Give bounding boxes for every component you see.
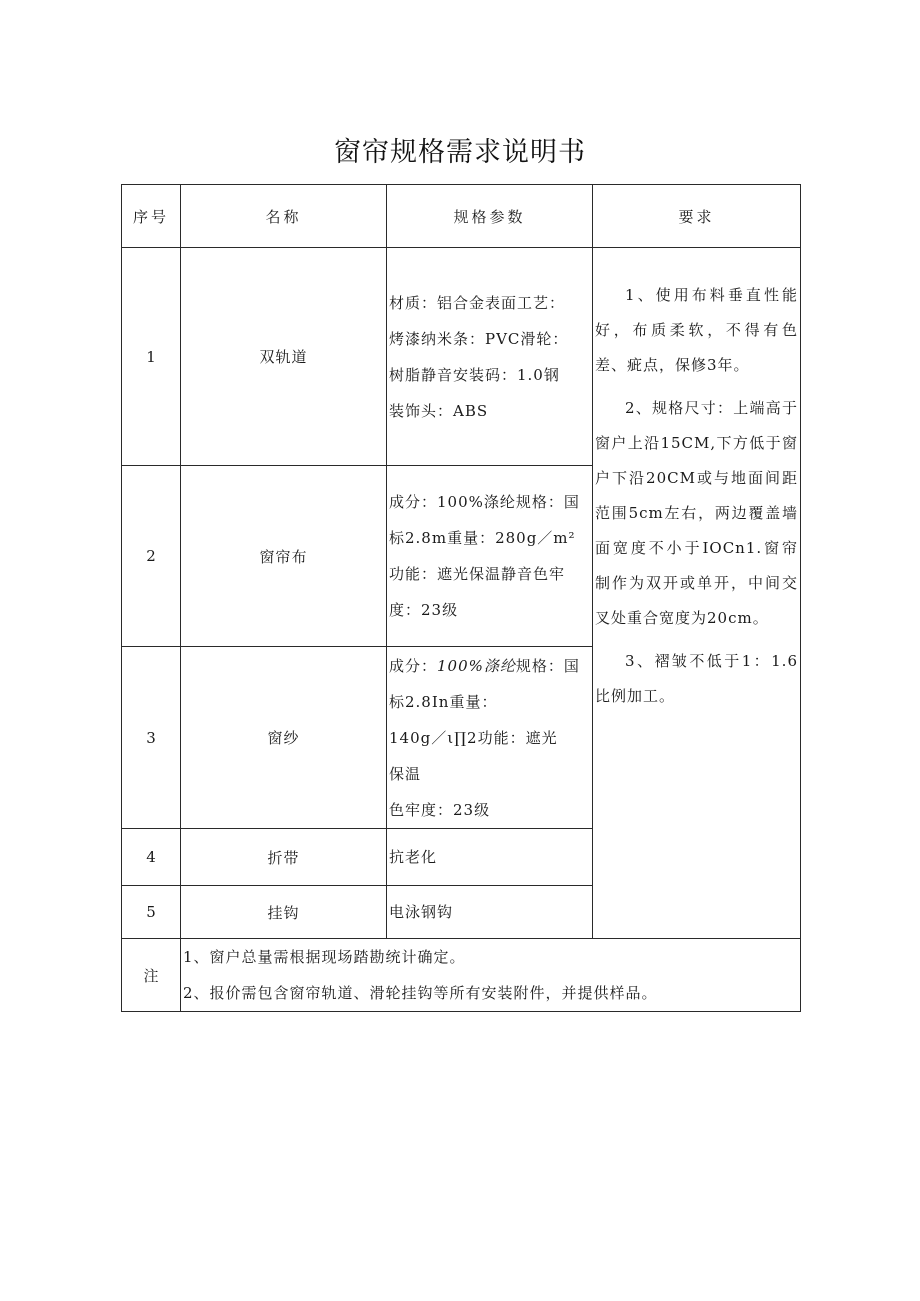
item-spec: [387, 248, 593, 466]
item-name: 挂钩: [181, 886, 387, 939]
header-row: [122, 185, 801, 248]
item-name: 折带: [181, 829, 387, 886]
row-number: 5: [122, 886, 181, 939]
row-number: 2: [122, 466, 181, 647]
header-no: 序号: [122, 185, 181, 248]
item-spec: [387, 466, 593, 647]
spec-line: 成分：100%涤纶规格：国: [389, 493, 580, 511]
spec-text: 规格：国: [515, 656, 580, 675]
spec-line: 装饰头：ABS: [389, 401, 489, 420]
spec-line: 保温: [389, 764, 422, 783]
spec-line: 树脂静音安装码：1.0钢: [389, 365, 560, 384]
table-row: [122, 248, 801, 466]
note-content: [181, 939, 801, 1012]
item-name: 双轨道: [181, 248, 387, 466]
item-spec: [387, 829, 593, 886]
header-spec: 规格参数: [387, 185, 593, 248]
spec-text: 成分：: [389, 656, 438, 675]
requirement-item: 1、使用布料垂直性能好，布质柔软，不得有色差、疵点，保修3年。: [595, 286, 798, 374]
header-requirement: 要求: [593, 185, 801, 248]
spec-line: 标2.8In重量：: [389, 692, 498, 711]
requirement-item: 2、规格尺寸：上端高于窗户上沿15CM,下方低于窗户下沿20CM或与地面间距范围5cm左右，两边覆盖墙面宽度不小于IOCn1.窗帘制作为双开或单开，中间交叉处重合宽度为20cm。: [595, 399, 798, 627]
spec-line: 材质：铝合金表面工艺：: [389, 293, 566, 312]
note-line: 2、报价需包含窗帘轨道、滑轮挂钩等所有安装附件，并提供样品。: [183, 984, 658, 1002]
row-number: 3: [122, 647, 181, 829]
header-name: 名称: [181, 185, 387, 248]
note-row: [122, 939, 801, 1012]
row-number: 4: [122, 829, 181, 886]
item-name: 窗帘布: [181, 466, 387, 647]
spec-line: 电泳钢钩: [389, 903, 454, 921]
spec-line: 烤漆纳米条：PVC滑轮：: [389, 329, 569, 348]
spec-text-italic: 100%涤纶: [437, 656, 516, 675]
spec-line: 功能：遮光保温静音色牢: [389, 565, 566, 583]
spec-line: 抗老化: [389, 848, 438, 866]
item-spec: [387, 886, 593, 939]
spec-line: 色牢度：23级: [389, 800, 491, 819]
spec-line: 140g／ι∏2功能：遮光: [389, 728, 558, 747]
spec-line: 度：23级: [389, 601, 459, 619]
item-name: 窗纱: [181, 647, 387, 829]
requirement-item: 3、褶皱不低于1：1.6比例加工。: [595, 652, 798, 705]
spec-table: [121, 184, 801, 1012]
item-spec: [387, 647, 593, 829]
spec-line: [389, 648, 592, 684]
note-label: 注: [122, 939, 181, 1012]
row-number: 1: [122, 248, 181, 466]
note-line: 1、窗户总量需根据现场踏勘统计确定。: [183, 948, 466, 966]
requirements-cell: [593, 248, 801, 939]
document-title: 窗帘规格需求说明书: [334, 137, 586, 168]
spec-line: 标2.8m重量：280g／m²: [389, 529, 576, 547]
